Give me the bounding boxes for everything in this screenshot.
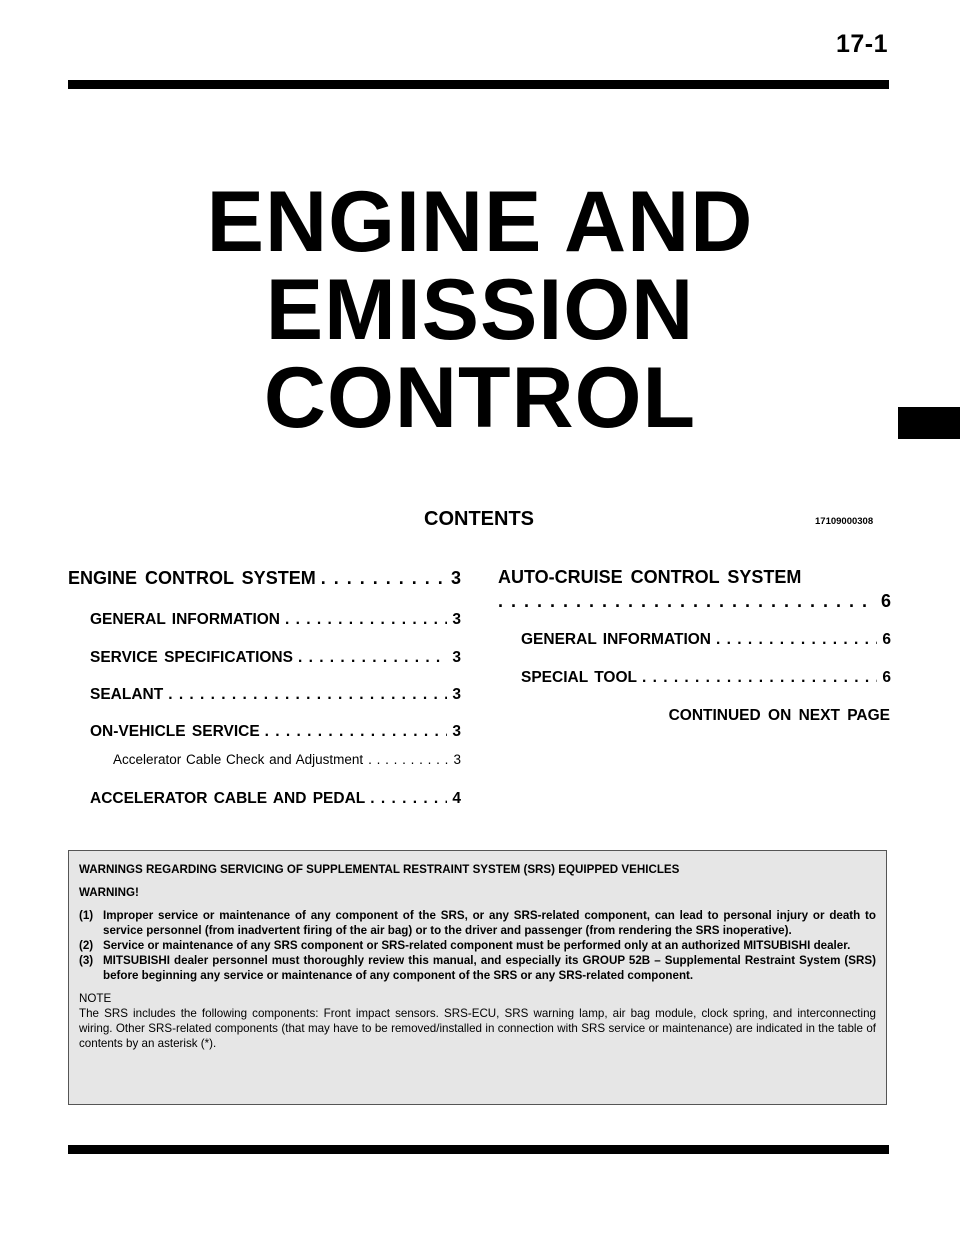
contents-heading: CONTENTS <box>424 508 534 530</box>
toc-entry-special-tool[interactable] <box>521 669 891 687</box>
toc-entry-general-information-acc[interactable] <box>521 631 891 649</box>
toc-label: AUTO-CRUISE CONTROL SYSTEM <box>498 567 802 587</box>
toc-page: 6 <box>882 631 891 648</box>
warning-item-text: Improper service or maintenance of any component of the SRS, or any SRS-related component, can lead to personal injury or death to service personnel (from inadvertent firing of the air bag) or to the driver and passenger (from rendering the SRS inoperative). <box>103 909 876 937</box>
title-line-2: EMISSION <box>265 262 695 358</box>
warning-heading: WARNINGS REGARDING SERVICING OF SUPPLEMENTAL RESTRAINT SYSTEM (SRS) EQUIPPED VEHICLES <box>79 863 680 876</box>
title-line-3: CONTROL <box>263 350 697 446</box>
toc-entry-accelerator-cable-and-pedal[interactable] <box>90 790 461 808</box>
warning-list <box>79 908 876 983</box>
toc-entry-sealant[interactable] <box>90 686 461 704</box>
toc-page: 3 <box>452 686 461 703</box>
page-title <box>0 174 960 446</box>
top-rule <box>68 80 889 89</box>
toc-leader-dots <box>716 631 877 649</box>
toc-page: 3 <box>453 752 461 767</box>
toc-page: 3 <box>450 568 461 588</box>
toc-entry-auto-cruise-page[interactable] <box>498 591 891 612</box>
toc-entry-general-information[interactable] <box>90 611 461 629</box>
toc-page: 6 <box>880 591 891 611</box>
toc-leader-dots <box>285 611 447 629</box>
toc-leader-dots <box>370 790 447 808</box>
toc-label: Accelerator Cable Check and Adjustment <box>113 752 364 767</box>
srs-warning-box <box>68 850 887 1105</box>
warning-item-text: MITSUBISHI dealer personnel must thoroughly review this manual, and especially its GROUP 52B – Supplemental Restraint System (SRS) before beginning any service or maintenance of any component of the SRS or any SRS-related component. <box>103 954 876 982</box>
note-text: The SRS includes the following components: Front impact sensors. SRS-ECU, SRS warning lamp, air bag module, clock spring, and interconnecting wiring. Other SRS-related components (that may have to be removed/installed in connection with SRS service or maintenance) are indicated in the table of contents by an asterisk (*). <box>79 1007 876 1050</box>
toc-entry-auto-cruise-control-system[interactable] <box>498 567 801 588</box>
warning-item <box>79 908 876 938</box>
toc-leader-dots <box>368 752 448 767</box>
toc-label: GENERAL INFORMATION <box>90 611 281 628</box>
bottom-rule <box>68 1145 889 1154</box>
toc-entry-on-vehicle-service[interactable] <box>90 723 461 741</box>
toc-leader-dots <box>321 568 446 589</box>
toc-leader-dots <box>498 591 876 612</box>
warning-item-number: (2) <box>79 939 94 952</box>
toc-label: ON-VEHICLE SERVICE <box>90 723 260 740</box>
toc-label: SPECIAL TOOL <box>521 669 637 686</box>
warning-item <box>79 953 876 983</box>
warning-item-number: (1) <box>79 909 94 922</box>
toc-label: SERVICE SPECIFICATIONS <box>90 649 293 666</box>
page-number: 17-1 <box>835 30 888 58</box>
contents-code: 17109000308 <box>815 516 874 527</box>
toc-label: ENGINE CONTROL SYSTEM <box>68 568 316 588</box>
toc-page: 4 <box>452 790 461 807</box>
continued-notice: CONTINUED ON NEXT PAGE <box>668 707 890 724</box>
title-line-1: ENGINE AND <box>206 174 754 270</box>
warning-label: WARNING! <box>79 886 139 899</box>
toc-leader-dots <box>168 686 447 704</box>
toc-page: 3 <box>452 649 461 666</box>
warning-item-text: Service or maintenance of any SRS component or SRS-related component must be performed only at an authorized MITSUBISHI dealer. <box>103 939 851 952</box>
toc-leader-dots <box>265 723 448 741</box>
toc-entry-accelerator-cable-check[interactable] <box>113 752 461 767</box>
toc-leader-dots <box>642 669 877 687</box>
toc-page: 6 <box>882 669 891 686</box>
toc-entry-service-specifications[interactable] <box>90 649 461 667</box>
toc-leader-dots <box>298 649 447 667</box>
toc-label: ACCELERATOR CABLE AND PEDAL <box>90 790 366 807</box>
warning-item-number: (3) <box>79 954 94 967</box>
toc-label: GENERAL INFORMATION <box>521 631 712 648</box>
toc-entry-engine-control-system[interactable] <box>68 568 461 589</box>
toc-label: SEALANT <box>90 686 164 703</box>
toc-page: 3 <box>452 723 461 740</box>
warning-item <box>79 938 876 953</box>
toc-page: 3 <box>452 611 461 628</box>
note-label: NOTE <box>79 992 112 1005</box>
